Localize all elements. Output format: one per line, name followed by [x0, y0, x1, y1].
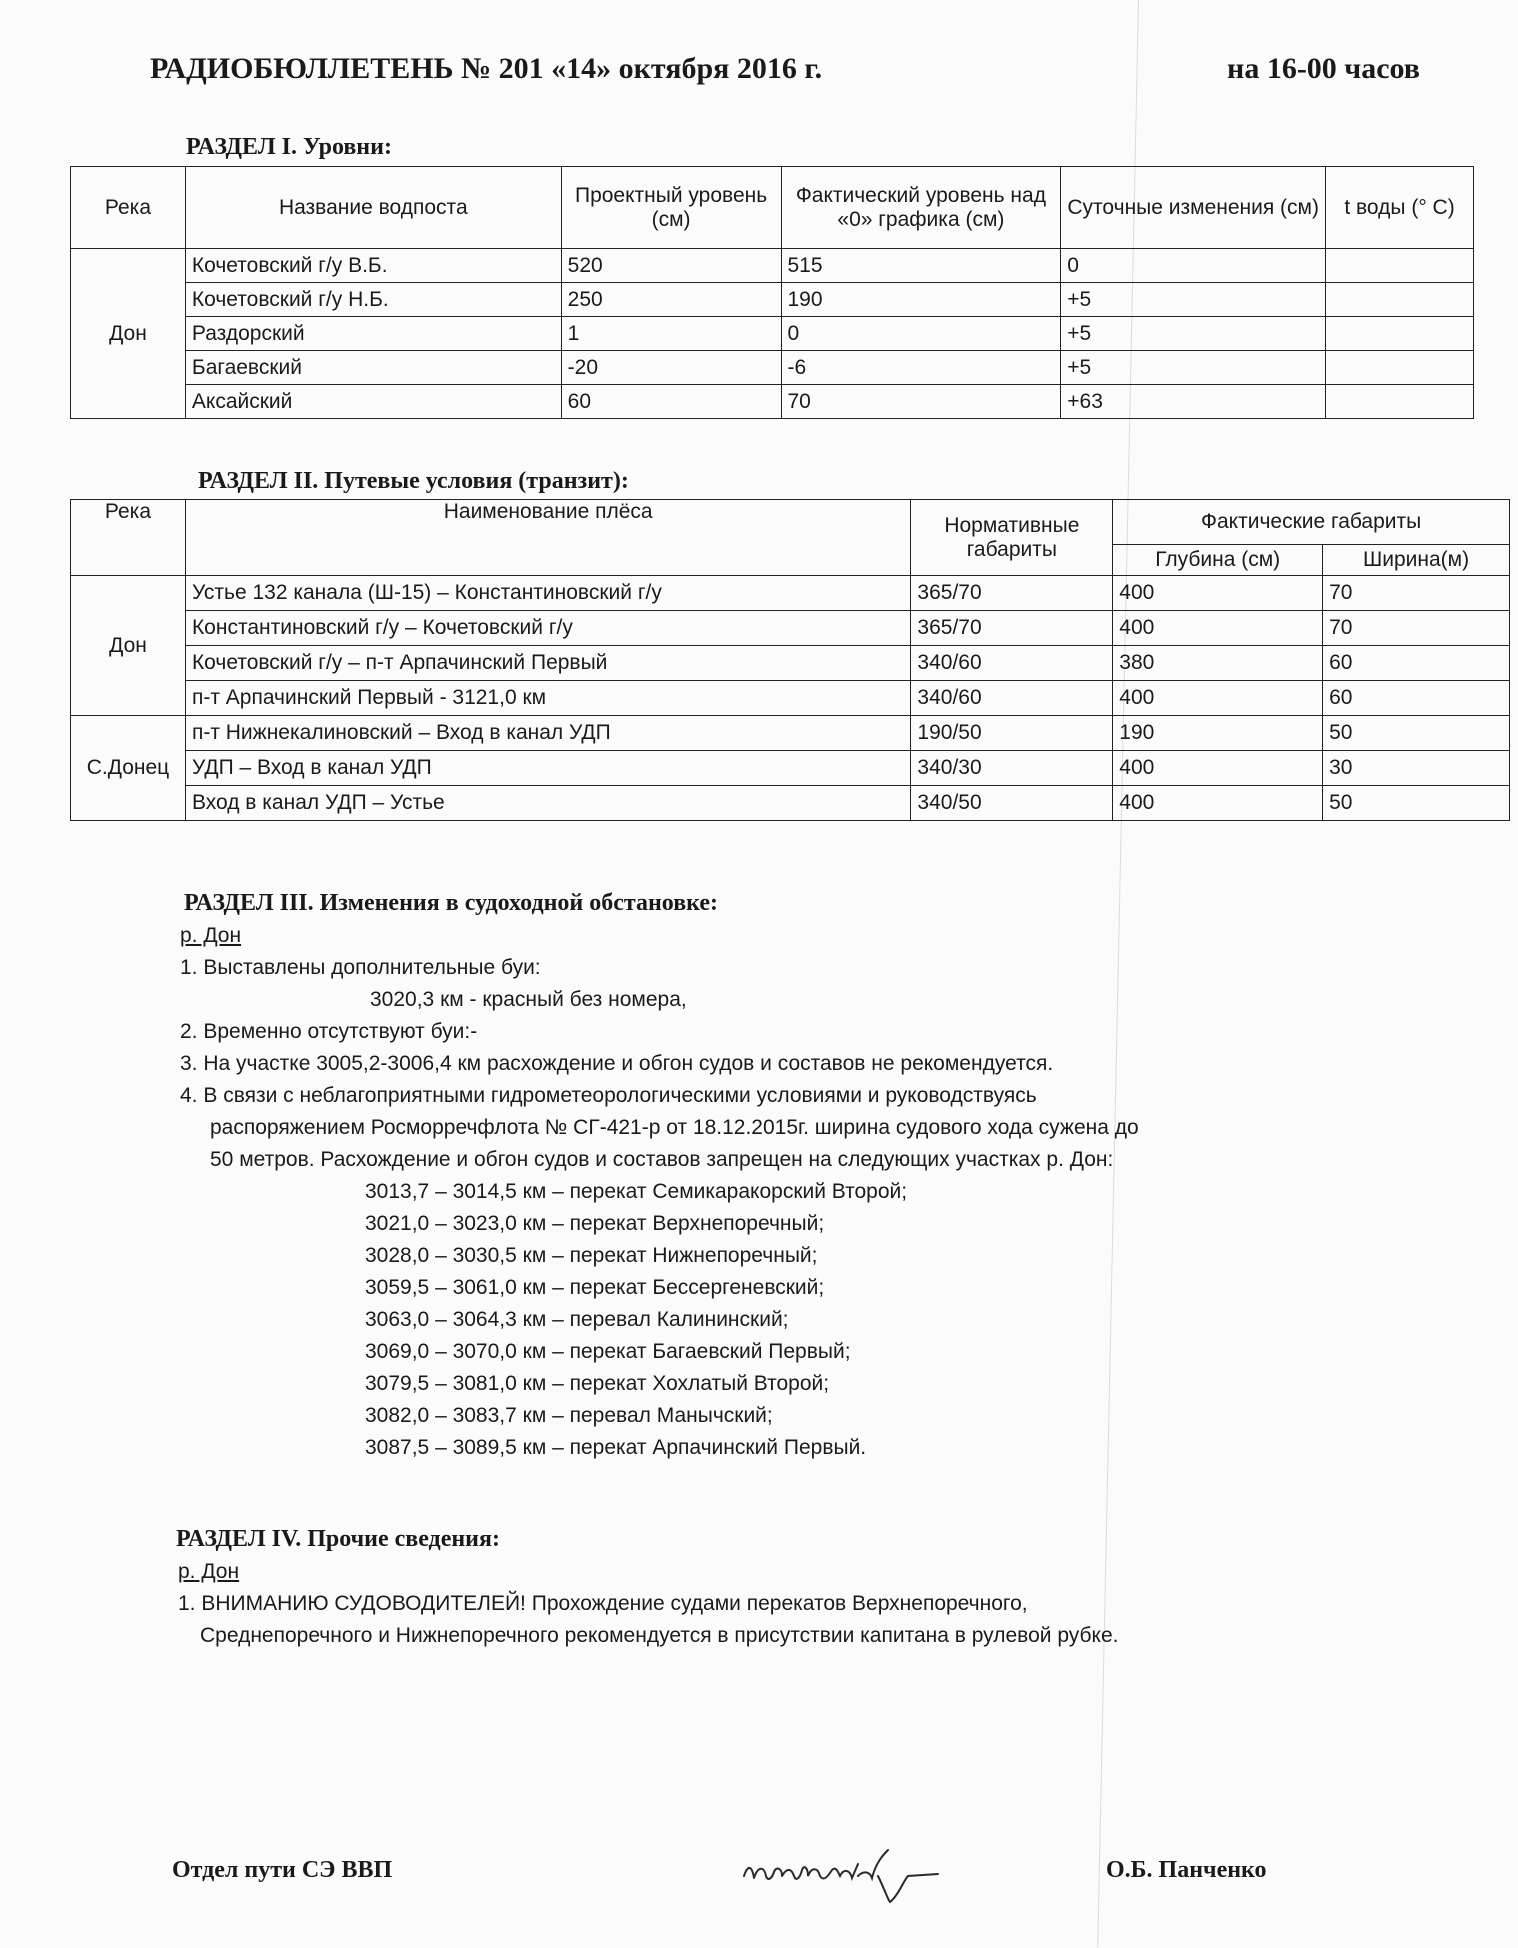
col-change: Суточные изменения (см)	[1061, 167, 1326, 249]
section3-river: р. Дон	[180, 924, 242, 947]
table-row	[71, 786, 1510, 821]
levels-table	[70, 166, 1474, 419]
section3-title: РАЗДЕЛ III. Изменения в судоходной обстановке:	[184, 890, 719, 916]
change-cell: +63	[1061, 385, 1326, 419]
reach-cell: п-т Арпачинский Первый - 3121,0 км	[185, 681, 910, 716]
actual-cell: 0	[781, 317, 1061, 351]
section2-title: РАЗДЕЛ II. Путевые условия (транзит):	[198, 468, 629, 494]
section3-item3: 3. На участке 3005,2-3006,4 км расхождение и обгон судов и составов не рекомендуется.	[180, 1052, 1054, 1075]
post-cell: Кочетовский г/у В.Б.	[185, 249, 561, 283]
depth-cell: 400	[1113, 751, 1323, 786]
transit-table	[70, 499, 1510, 821]
project-cell: 250	[561, 283, 781, 317]
department-label: Отдел пути СЭ ВВП	[172, 1857, 393, 1883]
norm-cell: 340/60	[911, 681, 1113, 716]
col-actual: Фактический уровень над «0» графика (см)	[781, 167, 1061, 249]
section4-line1: 1. ВНИМАНИЮ СУДОВОДИТЕЛЕЙ! Прохождение судами перекатов Верхнепоречного,	[178, 1592, 1028, 1615]
reach-cell: п-т Нижнекалиновский – Вход в канал УДП	[185, 716, 910, 751]
table-row	[71, 249, 1474, 283]
table-row	[71, 716, 1510, 751]
width-cell: 50	[1323, 716, 1510, 751]
reach-cell: Устье 132 канала (Ш-15) – Константиновский г/у	[185, 576, 910, 611]
section4-title: РАЗДЕЛ IV. Прочие сведения:	[176, 1526, 500, 1552]
list-item: 3082,0 – 3083,7 км – перевал Манычский;	[365, 1404, 773, 1427]
depth-cell: 400	[1113, 681, 1323, 716]
depth-cell: 400	[1113, 611, 1323, 646]
reach-cell: Константиновский г/у – Кочетовский г/у	[185, 611, 910, 646]
list-item: 3021,0 – 3023,0 км – перекат Верхнепоречный;	[365, 1212, 825, 1235]
reach-cell: Вход в канал УДП – Устье	[185, 786, 910, 821]
col-depth: Глубина (см)	[1113, 545, 1323, 576]
depth-cell: 380	[1113, 646, 1323, 681]
actual-cell: 515	[781, 249, 1061, 283]
section3-item4-line2: распоряжением Росморречфлота № СГ-421-р от 18.12.2015г. ширина судового хода сужена до	[210, 1116, 1139, 1139]
section1-title: РАЗДЕЛ I. Уровни:	[186, 134, 392, 160]
list-item: 3087,5 – 3089,5 км – перекат Арпачинский Первый.	[365, 1436, 867, 1459]
post-cell: Аксайский	[185, 385, 561, 419]
actual-cell: 70	[781, 385, 1061, 419]
section3-item2: 2. Временно отсутствуют буи:-	[180, 1020, 478, 1043]
col-reach: Наименование плёса	[185, 500, 910, 576]
reach-cell: Кочетовский г/у – п-т Арпачинский Первый	[185, 646, 910, 681]
table-row	[71, 646, 1510, 681]
change-cell: +5	[1061, 351, 1326, 385]
col-river: Река	[71, 500, 186, 576]
project-cell: 1	[561, 317, 781, 351]
handwritten-signature	[738, 1836, 968, 1906]
river-cell: С.Донец	[71, 716, 186, 821]
change-cell: +5	[1061, 317, 1326, 351]
col-width: Ширина(м)	[1323, 545, 1510, 576]
width-cell: 70	[1323, 611, 1510, 646]
section3-item4-line3: 50 метров. Расхождение и обгон судов и составов запрещен на следующих участках р. Дон:	[210, 1148, 1114, 1171]
section3-item1-detail: 3020,3 км - красный без номера,	[370, 988, 687, 1011]
norm-cell: 190/50	[911, 716, 1113, 751]
list-item: 3013,7 – 3014,5 км – перекат Семикаракорский Второй;	[365, 1180, 908, 1203]
width-cell: 70	[1323, 576, 1510, 611]
temp-cell	[1326, 351, 1474, 385]
list-item: 3028,0 – 3030,5 км – перекат Нижнепоречный;	[365, 1244, 818, 1267]
section4-river: р. Дон	[178, 1560, 240, 1583]
project-cell: 520	[561, 249, 781, 283]
norm-cell: 365/70	[911, 576, 1113, 611]
col-post: Название водпоста	[185, 167, 561, 249]
transit-header-row	[71, 500, 1510, 545]
levels-header-row	[71, 167, 1474, 249]
width-cell: 50	[1323, 786, 1510, 821]
temp-cell	[1326, 317, 1474, 351]
width-cell: 60	[1323, 646, 1510, 681]
actual-cell: 190	[781, 283, 1061, 317]
table-row	[71, 576, 1510, 611]
width-cell: 30	[1323, 751, 1510, 786]
bulletin-header	[150, 52, 1420, 86]
col-actual-dims: Фактические габариты	[1113, 500, 1510, 545]
table-row	[71, 317, 1474, 351]
section3-item1: 1. Выставлены дополнительные буи:	[180, 956, 541, 979]
table-row	[71, 385, 1474, 419]
change-cell: 0	[1061, 249, 1326, 283]
post-cell: Раздорский	[185, 317, 561, 351]
col-river: Река	[71, 167, 186, 249]
list-item: 3059,5 – 3061,0 км – перекат Бессергеневский;	[365, 1276, 825, 1299]
reach-cell: УДП – Вход в канал УДП	[185, 751, 910, 786]
list-item: 3063,0 – 3064,3 км – перевал Калининский;	[365, 1308, 789, 1331]
table-row	[71, 681, 1510, 716]
section4-line2: Среднепоречного и Нижнепоречного рекомендуется в присутствии капитана в рулевой рубке.	[200, 1624, 1119, 1647]
project-cell: 60	[561, 385, 781, 419]
depth-cell: 400	[1113, 576, 1323, 611]
norm-cell: 340/30	[911, 751, 1113, 786]
post-cell: Кочетовский г/у Н.Б.	[185, 283, 561, 317]
depth-cell: 400	[1113, 786, 1323, 821]
col-project: Проектный уровень (см)	[561, 167, 781, 249]
signatory-name: О.Б. Панченко	[1106, 1857, 1267, 1883]
norm-cell: 365/70	[911, 611, 1113, 646]
section4-body	[178, 1556, 1118, 1652]
bulletin-time: на 16-00 часов	[1227, 52, 1420, 85]
actual-cell: -6	[781, 351, 1061, 385]
bulletin-title: РАДИОБЮЛЛЕТЕНЬ № 201 «14» октября 2016 г.	[150, 52, 823, 85]
temp-cell	[1326, 249, 1474, 283]
width-cell: 60	[1323, 681, 1510, 716]
section3-item4-line1: 4. В связи с неблагоприятными гидрометеорологическими условиями и руководствуясь	[180, 1084, 1037, 1107]
table-row	[71, 611, 1510, 646]
temp-cell	[1326, 283, 1474, 317]
table-row	[71, 351, 1474, 385]
col-temp: t воды (° С)	[1326, 167, 1474, 249]
river-cell: Дон	[71, 249, 186, 419]
table-row	[71, 751, 1510, 786]
list-item: 3079,5 – 3081,0 км – перекат Хохлатый Второй;	[365, 1372, 830, 1395]
table-row	[71, 283, 1474, 317]
norm-cell: 340/50	[911, 786, 1113, 821]
col-normative: Нормативные габариты	[911, 500, 1113, 576]
list-item: 3069,0 – 3070,0 км – перекат Багаевский Первый;	[365, 1340, 851, 1363]
depth-cell: 190	[1113, 716, 1323, 751]
project-cell: -20	[561, 351, 781, 385]
temp-cell	[1326, 385, 1474, 419]
change-cell: +5	[1061, 283, 1326, 317]
river-cell: Дон	[71, 576, 186, 716]
norm-cell: 340/60	[911, 646, 1113, 681]
post-cell: Багаевский	[185, 351, 561, 385]
section3-body	[180, 920, 1480, 1464]
